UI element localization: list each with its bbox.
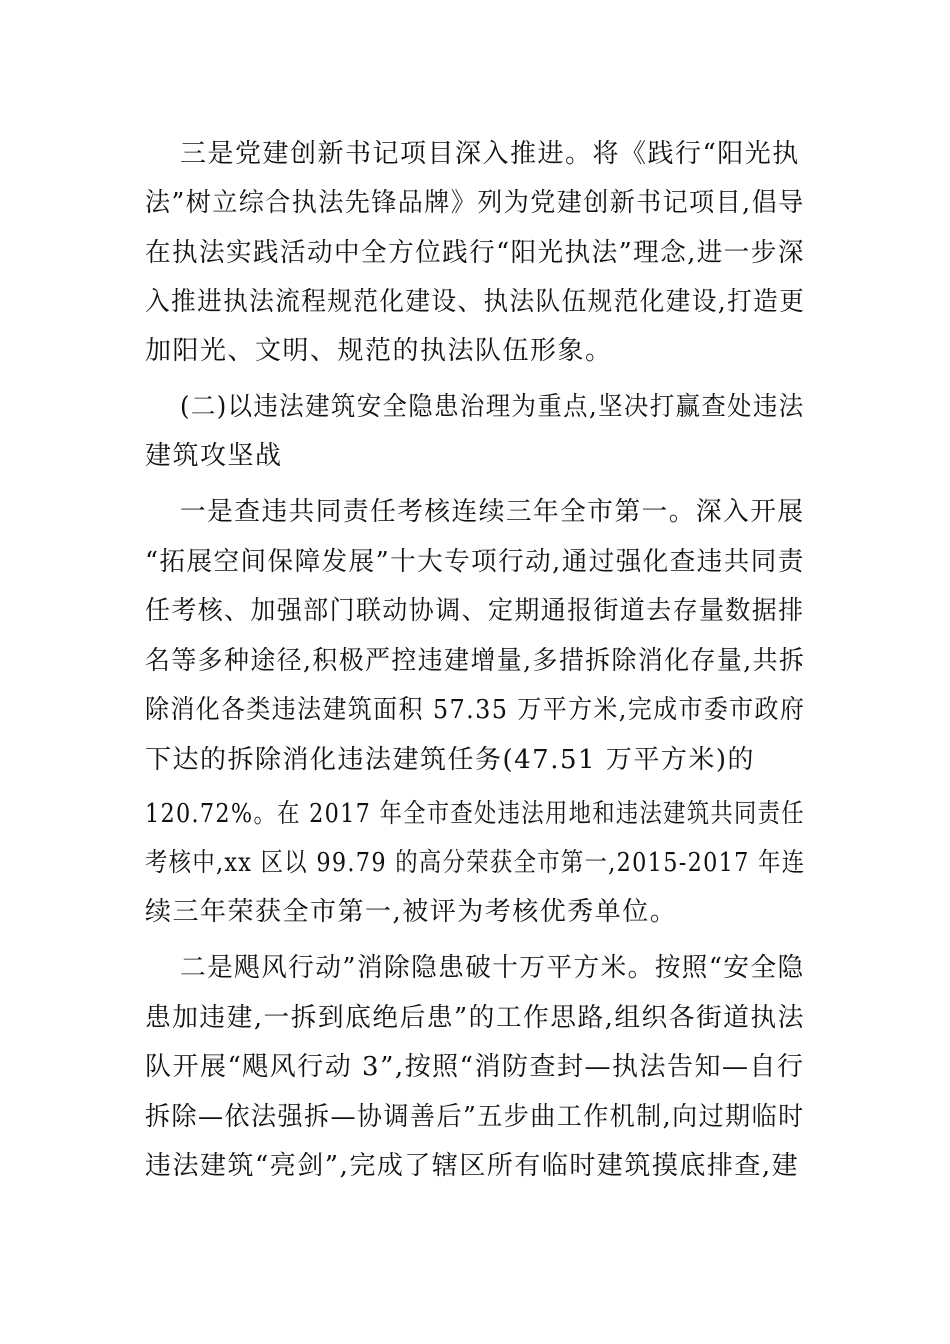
text-line: 下达的拆除消化违法建筑任务(47.51 万平方米)的: [145, 745, 755, 775]
text-line: 任考核、加强部门联动协调、定期通报街道去存量数据排: [145, 596, 805, 626]
text-line: 拆除—依法强拆—协调善后”五步曲工作机制,向过期临时: [145, 1102, 805, 1132]
text-line: 名等多种途径,积极严控违建增量,多措拆除消化存量,共拆: [145, 646, 806, 676]
text-line: 考核中,xx 区以 99.79 的高分荣获全市第一,2015-2017 年连: [145, 848, 806, 878]
text-line: 120.72%。在 2017 年全市查处违法用地和违法建筑共同责任: [145, 799, 805, 829]
text-line: 除消化各类违法建筑面积 57.35 万平方米,完成市委市政府: [145, 695, 806, 725]
text-line: “拓展空间保障发展”十大专项行动,通过强化查违共同责: [145, 547, 805, 577]
text-line: 二是飓风行动”消除隐患破十万平方米。按照“安全隐: [180, 953, 805, 983]
text-line: (二)以违法建筑安全隐患治理为重点,坚决打赢查处违法: [180, 392, 805, 422]
text-line: 加阳光、文明、规范的执法队伍形象。: [145, 336, 613, 366]
text-line: 违法建筑“亮剑”,完成了辖区所有临时建筑摸底排查,建: [145, 1151, 800, 1181]
text-line: 建筑攻坚战: [145, 441, 283, 471]
text-line: 续三年荣获全市第一,被评为考核优秀单位。: [145, 897, 678, 927]
text-line: 在执法实践活动中全方位践行“阳光执法”理念,进一步深: [145, 238, 805, 268]
text-line: 法”树立综合执法先锋品牌》列为党建创新书记项目,倡导: [145, 188, 805, 218]
text-line: 入推进执法流程规范化建设、执法队伍规范化建设,打造更: [145, 287, 806, 317]
text-line: 队开展“飓风行动 3”,按照“消防查封—执法告知—自行: [145, 1052, 805, 1082]
text-line: 一是查违共同责任考核连续三年全市第一。深入开展: [180, 497, 805, 527]
text-line: 患加违建,一拆到底绝后患”的工作思路,组织各街道执法: [145, 1003, 805, 1033]
text-line: 三是党建创新书记项目深入推进。将《践行“阳光执: [180, 139, 800, 169]
